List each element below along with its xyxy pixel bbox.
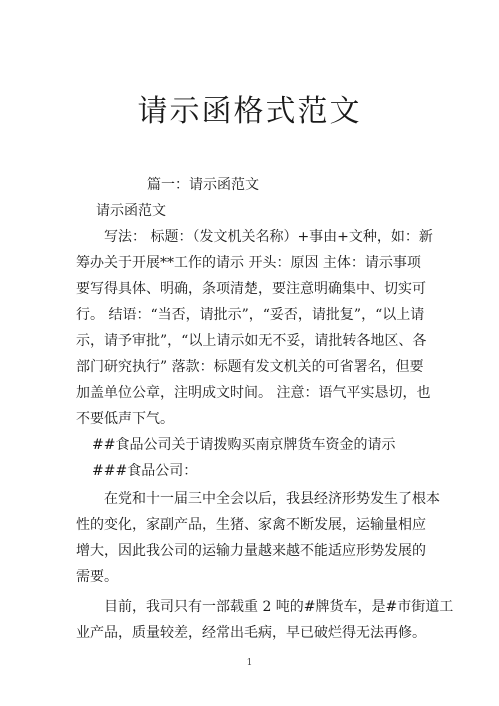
paragraph-line: 筹办关于开展**工作的请示 开头：原因 主体：请示事项 xyxy=(76,255,421,271)
paragraph-line: 业产品，质量较差，经常出毛病，早已破烂得无法再修。 xyxy=(76,625,426,641)
paragraph-line: 示，请予审批”，“以上请示如无不妥，请批转各地区、各 xyxy=(76,333,427,349)
paragraph-line: 加盖单位公章，注明成文时间。 注意：语气平实恳切，也 xyxy=(76,385,431,401)
document-subtitle: 篇一：请示函范文 xyxy=(147,177,259,193)
paragraph-line: 需要。 xyxy=(76,569,118,585)
page-number: 1 xyxy=(246,658,253,668)
paragraph-line: 增大，因此我公司的运输力量越来越不能适应形势发展的 xyxy=(76,543,426,559)
page-title: 请示函格式范文 xyxy=(137,94,362,129)
subheading: ##食品公司关于请拨购买南京牌货车资金的请示 xyxy=(92,437,396,453)
paragraph-line: 不要低声下气。 xyxy=(76,411,174,427)
paragraph-line: 行。 结语：“当否，请批示”，“妥否，请批复”，“以上请 xyxy=(76,307,425,323)
paragraph-line: 性的变化，家副产品，生猪、家禽不断发展，运输量相应 xyxy=(76,517,426,533)
paragraph-line: 在党和十一届三中全会以后，我县经济形势发生了根本 xyxy=(104,491,440,507)
paragraph-line: 写法： 标题：（发文机关名称）+事由+文种，如：新 xyxy=(104,229,433,245)
section-heading: 请示函范文 xyxy=(96,203,166,219)
recipient-heading: ###食品公司： xyxy=(92,463,198,479)
paragraph-line: 目前，我司只有一部载重 2 吨的#牌货车，是#市街道工 xyxy=(104,599,454,615)
paragraph-line: 部门研究执行” 落款：标题有发文机关的可省署名，但要 xyxy=(76,359,424,375)
paragraph-line: 要写得具体、明确，条项清楚，要注意明确集中、切实可 xyxy=(76,281,426,297)
